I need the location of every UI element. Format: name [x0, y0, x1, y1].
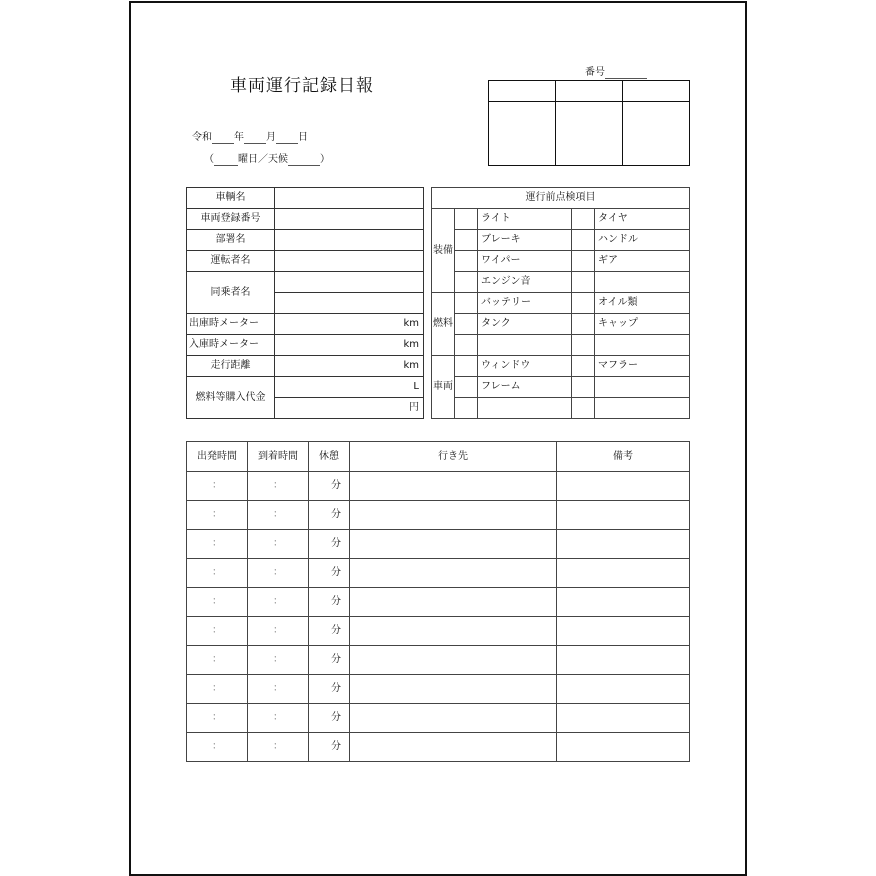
stamp-header-cell	[489, 81, 556, 102]
inspection-group-label: 装備	[432, 209, 455, 293]
arrival-time-field[interactable]: ：	[248, 646, 309, 675]
destination-field[interactable]	[350, 733, 557, 762]
inspection-group-label: 車両	[432, 356, 455, 419]
break-minutes-field[interactable]: 分	[309, 617, 350, 646]
col-header-break: 休憩	[309, 442, 350, 472]
break-minutes-field[interactable]: 分	[309, 472, 350, 501]
check-box-right[interactable]	[572, 272, 595, 293]
check-box-right[interactable]	[572, 314, 595, 335]
trip-log-row	[187, 617, 690, 646]
remarks-field[interactable]	[557, 646, 690, 675]
departure-time-field[interactable]: ：	[187, 646, 248, 675]
inspection-table	[431, 187, 690, 419]
stamp-header-cell	[623, 81, 690, 102]
passenger-field-1[interactable]	[275, 272, 424, 293]
departure-time-field[interactable]: ：	[187, 530, 248, 559]
inspection-row	[432, 398, 690, 419]
weekday-blank[interactable]	[214, 154, 238, 166]
inspection-item-right	[595, 377, 690, 398]
inspection-item-right: マフラー	[595, 356, 690, 377]
check-box-left[interactable]	[455, 209, 478, 230]
fuel-yen-field[interactable]: 円	[275, 398, 424, 419]
inspection-item-left	[478, 398, 572, 419]
odometer-out-field[interactable]: km	[275, 314, 424, 335]
inspection-item-right	[595, 335, 690, 356]
check-box-right[interactable]	[572, 335, 595, 356]
trip-log-row	[187, 472, 690, 501]
destination-field[interactable]	[350, 530, 557, 559]
departure-time-field[interactable]: ：	[187, 501, 248, 530]
inspection-item-right: オイル類	[595, 293, 690, 314]
month-blank[interactable]	[244, 132, 266, 144]
destination-field[interactable]	[350, 472, 557, 501]
number-label	[585, 63, 647, 79]
stamp-cell[interactable]	[623, 102, 690, 166]
check-box-left[interactable]	[455, 293, 478, 314]
date-line	[192, 128, 308, 144]
break-minutes-field[interactable]: 分	[309, 646, 350, 675]
check-box-right[interactable]	[572, 293, 595, 314]
departure-time-field[interactable]: ：	[187, 704, 248, 733]
remarks-field[interactable]	[557, 530, 690, 559]
distance-label: 走行距離	[187, 356, 275, 377]
check-box-left[interactable]	[455, 335, 478, 356]
arrival-time-field[interactable]: ：	[248, 733, 309, 762]
odometer-out-label: 出庫時メーター	[187, 314, 275, 335]
passenger-label: 同乗者名	[187, 272, 275, 314]
check-box-right[interactable]	[572, 356, 595, 377]
inspection-item-right: ハンドル	[595, 230, 690, 251]
break-minutes-field[interactable]: 分	[309, 559, 350, 588]
break-minutes-field[interactable]: 分	[309, 704, 350, 733]
number-underline	[605, 67, 647, 79]
weekday-weather-label: 曜日／天候	[238, 154, 288, 165]
fuel-cost-label: 燃料等購入代金	[187, 377, 275, 419]
check-box-right[interactable]	[572, 377, 595, 398]
check-box-left[interactable]	[455, 272, 478, 293]
check-box-left[interactable]	[455, 251, 478, 272]
registration-label: 車両登録番号	[187, 209, 275, 230]
paren-close: ）	[320, 154, 330, 165]
break-minutes-field[interactable]: 分	[309, 501, 350, 530]
trip-log-row	[187, 646, 690, 675]
registration-field[interactable]	[275, 209, 424, 230]
inspection-item-left: ライト	[478, 209, 572, 230]
inspection-row	[432, 230, 690, 251]
departure-time-field[interactable]: ：	[187, 472, 248, 501]
date-era: 令和	[192, 132, 212, 143]
day-blank[interactable]	[276, 132, 298, 144]
inspection-item-right	[595, 398, 690, 419]
remarks-field[interactable]	[557, 704, 690, 733]
arrival-time-field[interactable]: ：	[248, 588, 309, 617]
trip-log-row	[187, 501, 690, 530]
check-box-left[interactable]	[455, 398, 478, 419]
driver-label: 運転者名	[187, 251, 275, 272]
remarks-field[interactable]	[557, 733, 690, 762]
inspection-item-left: ワイパー	[478, 251, 572, 272]
stamp-cell[interactable]	[556, 102, 623, 166]
inspection-row	[432, 272, 690, 293]
date-month: 月	[266, 132, 276, 143]
destination-field[interactable]	[350, 646, 557, 675]
break-minutes-field[interactable]: 分	[309, 675, 350, 704]
col-header-destination: 行き先	[350, 442, 557, 472]
department-field[interactable]	[275, 230, 424, 251]
col-header-departure: 出発時間	[187, 442, 248, 472]
inspection-item-left: ウィンドウ	[478, 356, 572, 377]
departure-time-field[interactable]: ：	[187, 588, 248, 617]
weather-blank[interactable]	[288, 154, 320, 166]
inspection-item-left: フレーム	[478, 377, 572, 398]
fuel-liters-field[interactable]: L	[275, 377, 424, 398]
remarks-field[interactable]	[557, 501, 690, 530]
stamp-cell[interactable]	[489, 102, 556, 166]
departure-time-field[interactable]: ：	[187, 617, 248, 646]
arrival-time-field[interactable]: ：	[248, 472, 309, 501]
trip-log-row	[187, 530, 690, 559]
passenger-field-2[interactable]	[275, 293, 424, 314]
arrival-time-field[interactable]: ：	[248, 704, 309, 733]
department-label: 部署名	[187, 230, 275, 251]
check-box-left[interactable]	[455, 314, 478, 335]
departure-time-field[interactable]: ：	[187, 559, 248, 588]
inspection-item-left	[478, 335, 572, 356]
inspection-item-left: ブレーキ	[478, 230, 572, 251]
destination-field[interactable]	[350, 588, 557, 617]
check-box-left[interactable]	[455, 356, 478, 377]
check-box-left[interactable]	[455, 377, 478, 398]
distance-field[interactable]: km	[275, 356, 424, 377]
inspection-item-left: バッテリー	[478, 293, 572, 314]
odometer-in-label: 入庫時メーター	[187, 335, 275, 356]
date-year: 年	[234, 132, 244, 143]
inspection-item-left: タンク	[478, 314, 572, 335]
paren-open: （	[204, 154, 214, 165]
check-box-left[interactable]	[455, 230, 478, 251]
remarks-field[interactable]	[557, 617, 690, 646]
inspection-item-right: ギア	[595, 251, 690, 272]
inspection-row	[432, 377, 690, 398]
departure-time-field[interactable]: ：	[187, 733, 248, 762]
check-box-right[interactable]	[572, 251, 595, 272]
vehicle-name-label: 車輌名	[187, 188, 275, 209]
weekday-weather-line	[204, 150, 330, 166]
inspection-row	[432, 335, 690, 356]
trip-log-row	[187, 704, 690, 733]
check-box-right[interactable]	[572, 230, 595, 251]
arrival-time-field[interactable]: ：	[248, 675, 309, 704]
driver-field[interactable]	[275, 251, 424, 272]
inspection-row	[432, 293, 690, 314]
inspection-row	[432, 314, 690, 335]
remarks-field[interactable]	[557, 559, 690, 588]
vehicle-name-field[interactable]	[275, 188, 424, 209]
inspection-row	[432, 251, 690, 272]
departure-time-field[interactable]: ：	[187, 675, 248, 704]
page-title: 車両運行記録日報	[230, 76, 374, 96]
destination-field[interactable]	[350, 617, 557, 646]
inspection-header: 運行前点検項目	[432, 188, 690, 209]
number-label-text: 番号	[585, 67, 605, 78]
check-box-right[interactable]	[572, 209, 595, 230]
remarks-field[interactable]	[557, 675, 690, 704]
inspection-item-right: タイヤ	[595, 209, 690, 230]
trip-log-row	[187, 733, 690, 762]
trip-log-row	[187, 588, 690, 617]
inspection-item-left: エンジン音	[478, 272, 572, 293]
date-day: 日	[298, 132, 308, 143]
break-minutes-field[interactable]: 分	[309, 588, 350, 617]
trip-log-row	[187, 675, 690, 704]
check-box-right[interactable]	[572, 398, 595, 419]
destination-field[interactable]	[350, 675, 557, 704]
destination-field[interactable]	[350, 501, 557, 530]
odometer-in-field[interactable]: km	[275, 335, 424, 356]
col-header-arrival: 到着時間	[248, 442, 309, 472]
inspection-item-right	[595, 272, 690, 293]
stamp-header-cell	[556, 81, 623, 102]
inspection-row	[432, 209, 690, 230]
inspection-item-right: キャップ	[595, 314, 690, 335]
arrival-time-field[interactable]: ：	[248, 617, 309, 646]
col-header-remarks: 備考	[557, 442, 690, 472]
vehicle-info-table	[186, 187, 424, 419]
arrival-time-field[interactable]: ：	[248, 501, 309, 530]
year-blank[interactable]	[212, 132, 234, 144]
trip-log-table	[186, 441, 690, 762]
destination-field[interactable]	[350, 559, 557, 588]
remarks-field[interactable]	[557, 588, 690, 617]
remarks-field[interactable]	[557, 472, 690, 501]
destination-field[interactable]	[350, 704, 557, 733]
arrival-time-field[interactable]: ：	[248, 559, 309, 588]
break-minutes-field[interactable]: 分	[309, 530, 350, 559]
stamp-box	[488, 80, 690, 166]
arrival-time-field[interactable]: ：	[248, 530, 309, 559]
inspection-row	[432, 356, 690, 377]
trip-log-row	[187, 559, 690, 588]
break-minutes-field[interactable]: 分	[309, 733, 350, 762]
inspection-group-label: 燃料	[432, 293, 455, 356]
